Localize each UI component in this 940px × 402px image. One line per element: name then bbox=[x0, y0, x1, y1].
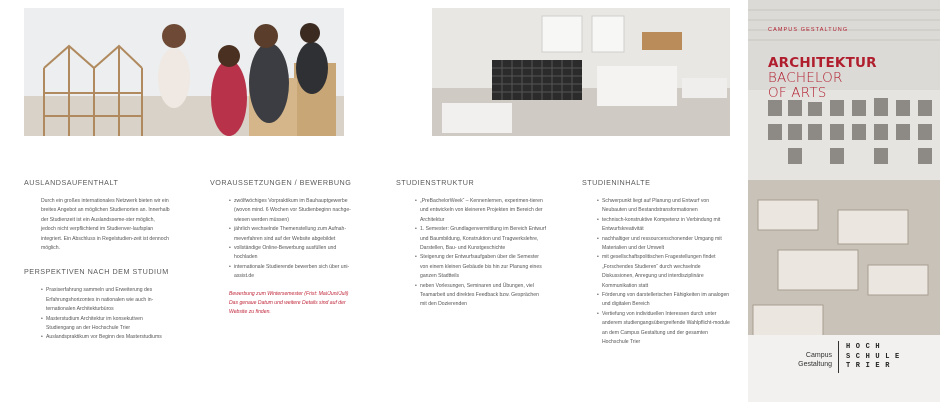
list-item: • Vertiefung von individuellen Interessen durch unter anderem studiengangsübergreifende Wahlpflicht-module an dem Campus Gestaltung und der gesamten Hochschule Trier bbox=[597, 310, 732, 348]
list-item: • Förderung von darstellerischen Fähigkeiten im analogen und digitalen Bereich bbox=[597, 291, 732, 310]
bewerbung-note: Bewerbung zum Wintersemester (Frist: Mai/Juni/Juli) Das genaue Datum und weitere Details sind auf der Website zu finden. bbox=[229, 290, 349, 316]
list-item: • Schwerpunkt liegt auf Planung und Entwurf von Neubauten und Bestandstransformationen bbox=[597, 197, 732, 216]
list-item: • 1. Semester: Grundlagenvermittlung im Bereich Entwurf und Baumbildung, Konstruktion und Tragwerkslehre, Darstellen, Bau- und Kunstgeschichte bbox=[415, 225, 546, 253]
list-item: • mit gesellschaftspolitischen Fragestellungen findet „Forschendes Studieren“ durch wechselnde Diskussionen, Anregung und interdisziplinäre Kommunikation statt bbox=[597, 253, 732, 291]
list-item: • vollständige Online-Bewerbung ausfüllen und hochladen bbox=[229, 244, 356, 263]
list-item: • Masterstudium Architektur im konsekutiven Studiengang an der Hochschule Trier bbox=[41, 315, 170, 334]
footer-gestaltung: Gestaltung bbox=[798, 361, 832, 368]
footer-divider bbox=[838, 341, 839, 373]
footer-campus-gestaltung bbox=[768, 351, 832, 369]
column-studieninhalte bbox=[582, 178, 732, 348]
heading-voraussetzungen: VORAUSSETZUNGEN / BEWERBUNG bbox=[210, 178, 352, 187]
list-item: • internationale Studierende bewerben sich über uni-assist.de bbox=[229, 263, 356, 282]
title-architektur: ARCHITEKTUR bbox=[768, 55, 877, 71]
list-studienstruktur bbox=[396, 197, 546, 310]
architecture-models-photo bbox=[432, 8, 730, 136]
logo-trier: TRIER bbox=[846, 362, 896, 370]
list-studieninhalte bbox=[582, 197, 732, 348]
footer-campus: Campus bbox=[805, 352, 832, 359]
hochschule-trier-logo bbox=[846, 343, 905, 372]
list-item: • Praxiserfahrung sammeln und Erweiterung des Erfahrungshorizontes in nationalen wie auch in-ternationalen Architekturbüros bbox=[41, 286, 170, 314]
list-item: • Auslandspraktikum vor Beginn des Masterstudiums bbox=[41, 333, 170, 342]
logo-hoch: HOCH bbox=[846, 343, 886, 351]
cover-title bbox=[768, 56, 877, 101]
list-item: • nachhaltiger und ressourcenschonender Umgang mit Materialien und der Umwelt bbox=[597, 235, 732, 254]
list-item: • technisch-konstruktive Kompetenz in Verbindung mit Entwurfskreativität bbox=[597, 216, 732, 235]
list-item: • Steigerung der Entwurfsaufgaben über die Semester von einem kleinen Gebäude bis hin zur Planung eines ganzen Stadtteils bbox=[415, 253, 546, 281]
ausland-paragraph: Durch ein großes internationales Netzwerk bieten wir ein breites Angebot an möglichen Studienorten an. Innerhalb der Studienzeit ist ein Auslandsseme-ster möglich, jedoch nicht verpflichtend im Studienver-laufsplan integriert. Ein Abschluss in Regelstudien-zeit ist dennoch möglich. bbox=[41, 198, 170, 252]
column-studienstruktur bbox=[396, 178, 546, 310]
text-ausland bbox=[24, 197, 170, 253]
title-bachelor: BACHELOR bbox=[768, 70, 843, 86]
list-item: • neben Vorlesungen, Seminaren und Übungen, viel Teamarbeit und direktes Feedback bzw. Gesprächen mit den Dozierenden bbox=[415, 282, 546, 310]
logo-schule: SCHULE bbox=[846, 352, 905, 361]
list-perspektiven bbox=[24, 286, 170, 342]
column-voraussetzungen bbox=[210, 178, 356, 318]
heading-studienstruktur: STUDIENSTRUKTUR bbox=[396, 178, 475, 187]
list-item: • „PreBachelorWeek“ – Kennenlernen, experimen-tieren und entwickeln von kleineren Projekten im Bereich der Architektur bbox=[415, 197, 546, 225]
campus-label: CAMPUS GESTALTUNG bbox=[768, 27, 849, 33]
students-model-photo bbox=[24, 8, 344, 136]
title-of-arts: OF ARTS bbox=[768, 85, 827, 101]
column-ausland bbox=[24, 178, 170, 343]
list-item: • jährlich wechselnde Themenstellung zum Aufnah-meverfahren sind auf der Website abgebildet bbox=[229, 225, 356, 244]
heading-ausland: AUSLANDSAUFENTHALT bbox=[24, 178, 119, 187]
heading-studieninhalte: STUDIENINHALTE bbox=[582, 178, 651, 187]
list-item: • zwölfwöchiges Vorpraktikum im Bauhauptgewerbe (wovon mind. 6 Wochen vor Studienbeginn nachge-wiesen werden müssen) bbox=[229, 197, 356, 225]
heading-perspektiven: PERSPEKTIVEN NACH DEM STUDIUM bbox=[24, 267, 169, 277]
list-voraussetzungen bbox=[210, 197, 356, 282]
